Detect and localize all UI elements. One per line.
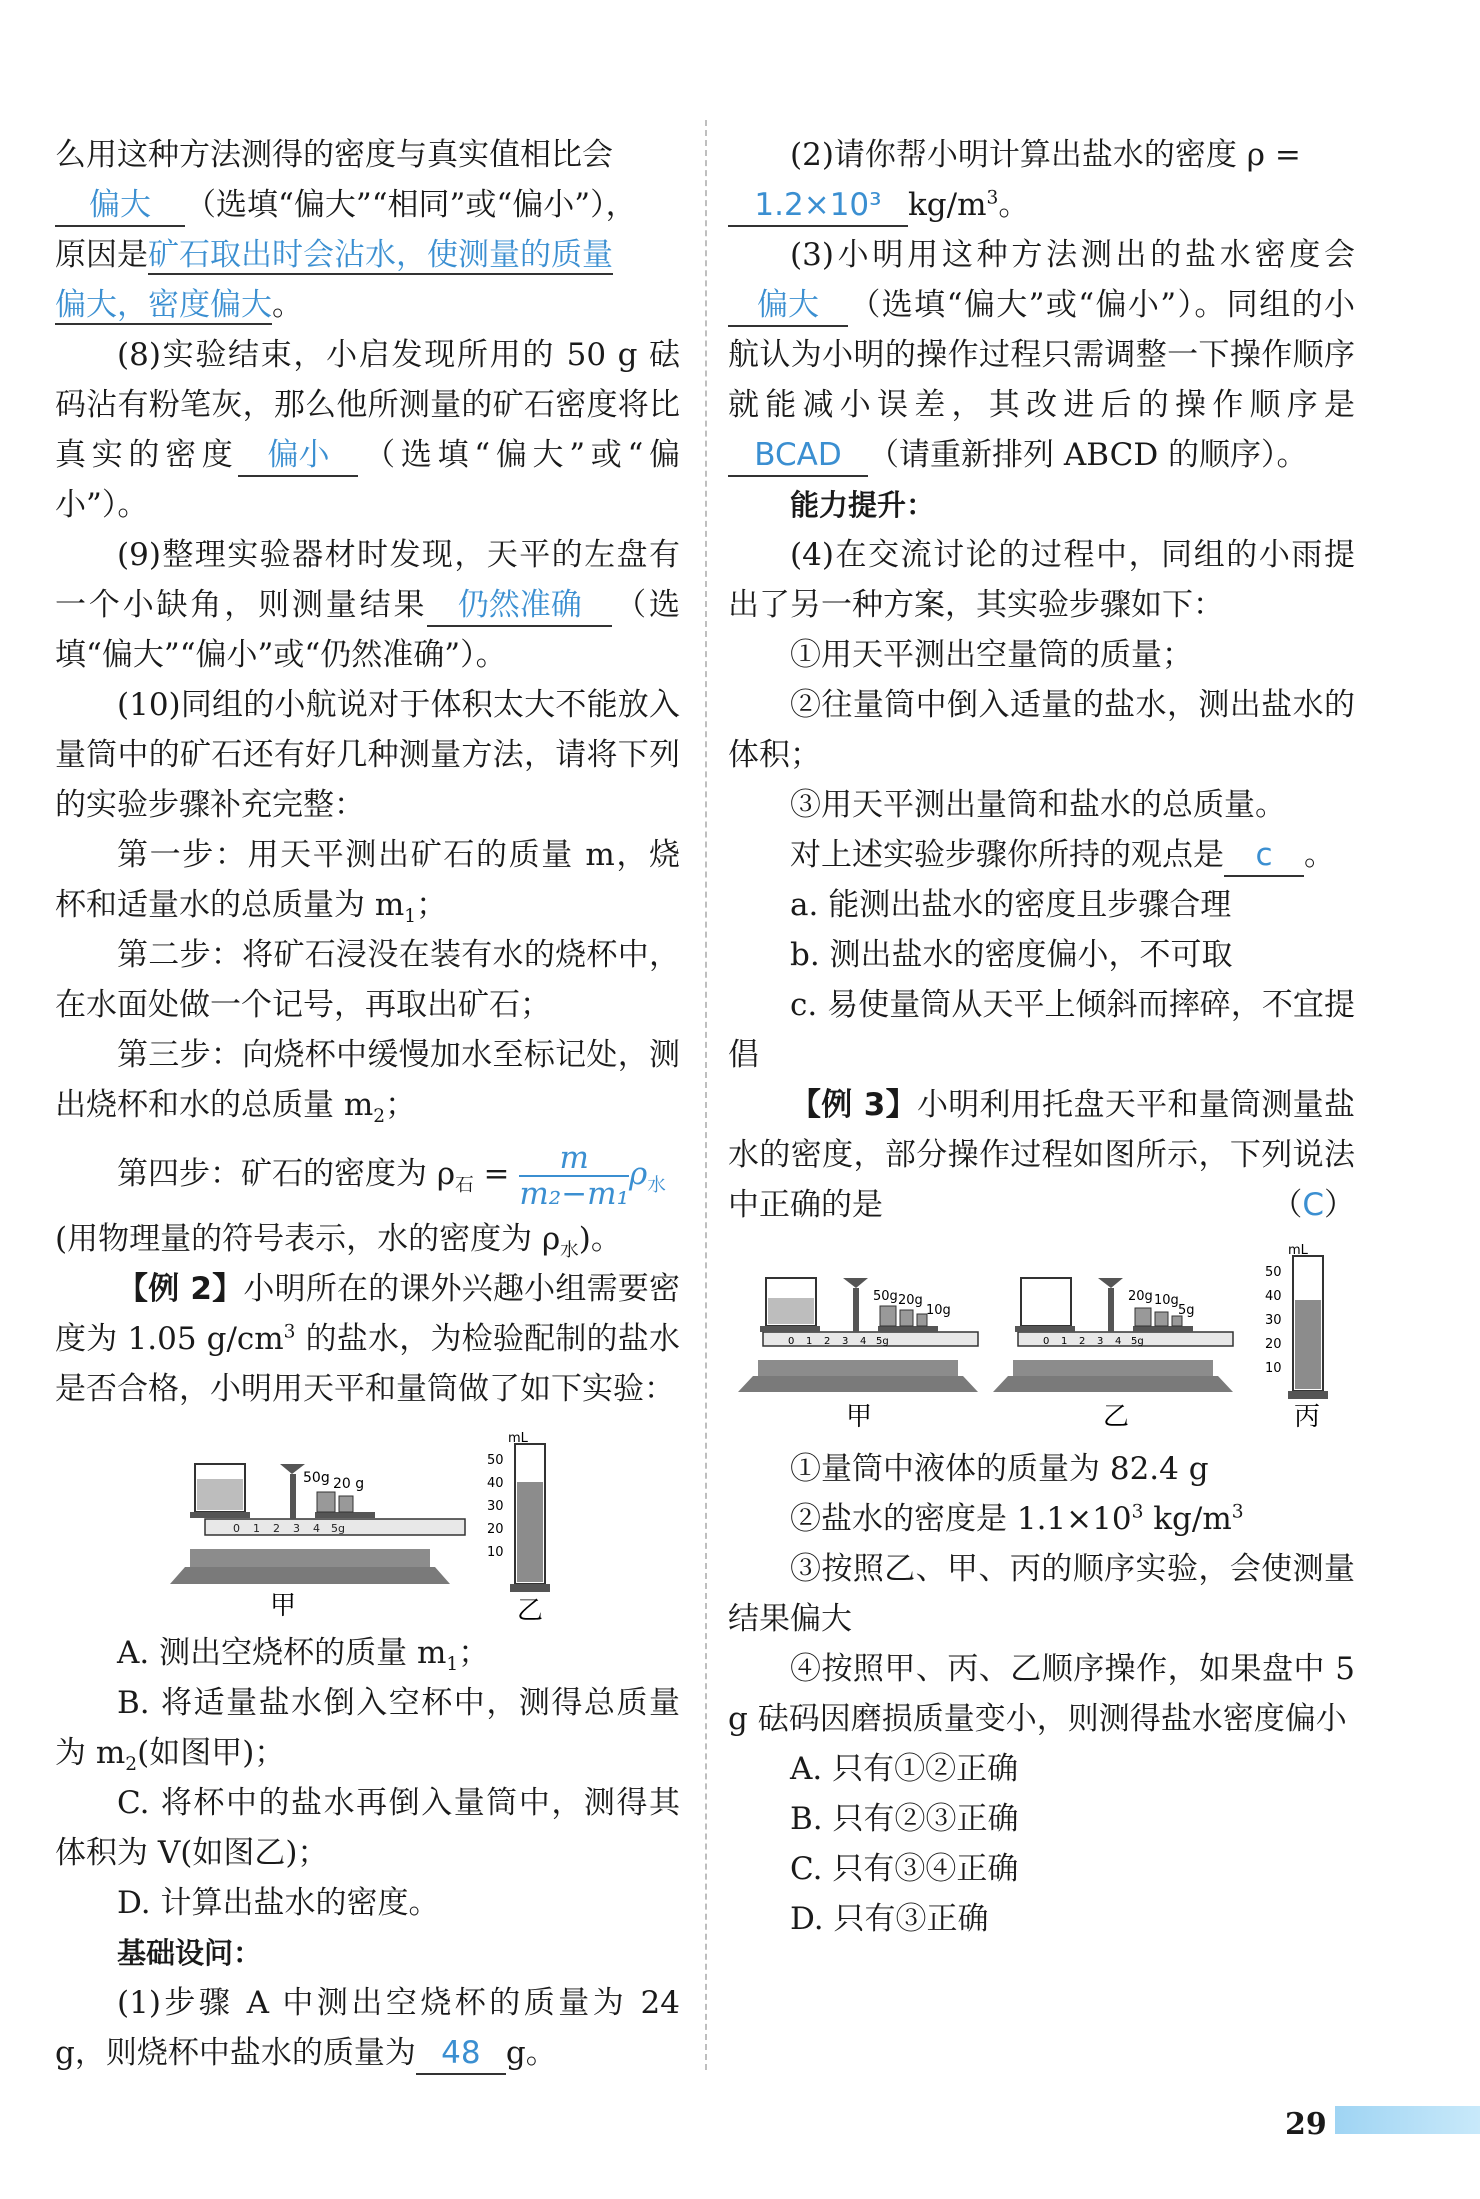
svg-text:20: 20 bbox=[1265, 1337, 1282, 1352]
balance-beam bbox=[763, 1332, 978, 1346]
example-3: 【例 3】小明利用托盘天平和量筒测量盐水的密度，部分操作过程如图所示，下列说法中正确的是 （C） bbox=[728, 1087, 1355, 1223]
option-a: a. 能测出盐水的密度且步骤合理 bbox=[790, 887, 1232, 923]
cylinder-bing bbox=[1265, 1243, 1328, 1432]
answer-blank: 48 bbox=[416, 2033, 506, 2075]
weight-icon bbox=[339, 1496, 353, 1512]
svg-text:20g: 20g bbox=[898, 1293, 923, 1308]
weight-icon bbox=[1155, 1312, 1168, 1326]
svg-text:3: 3 bbox=[1097, 1336, 1104, 1347]
svg-text:5g: 5g bbox=[1131, 1336, 1144, 1347]
answer-choice: C bbox=[1302, 1187, 1324, 1223]
answer-blank: 偏小 bbox=[238, 435, 358, 477]
paragraph-q8: (8)实验结束，小启发现所用的 50 g 砝码沾有粉笔灰，那么他所测量的矿石密度将比真实的密度 偏小 （选填“偏大”或“偏小”）。 bbox=[55, 337, 680, 523]
svg-text:5g: 5g bbox=[876, 1336, 889, 1347]
svg-text:40: 40 bbox=[487, 1476, 504, 1491]
balance-yi bbox=[993, 1278, 1233, 1432]
svg-text:乙: 乙 bbox=[517, 1596, 544, 1624]
svg-text:2: 2 bbox=[1079, 1336, 1086, 1347]
step-2: 第二步：将矿石浸没在装有水的烧杯中，在水面处做一个记号，再取出矿石； bbox=[55, 937, 680, 1023]
svg-text:4: 4 bbox=[1115, 1336, 1122, 1347]
svg-text:5g: 5g bbox=[1178, 1303, 1195, 1318]
step-1: 第一步：用天平测出矿石的质量 m，烧杯和适量水的总质量为 $m_1$； bbox=[55, 837, 680, 928]
step-4: 第四步：矿石的密度为 $\rho_石$ = $\frac{m}{\text{m₂−m₁}}$ $\rho_水$ bbox=[117, 1139, 666, 1212]
page-number: 29 bbox=[1285, 2107, 1327, 2142]
svg-text:1: 1 bbox=[806, 1336, 813, 1347]
svg-text:0: 0 bbox=[788, 1336, 795, 1347]
svg-text:2: 2 bbox=[824, 1336, 831, 1347]
svg-text:甲: 甲 bbox=[846, 1402, 873, 1432]
column-divider bbox=[705, 120, 707, 2070]
svg-text:50g: 50g bbox=[873, 1289, 898, 1304]
svg-text:甲: 甲 bbox=[270, 1591, 297, 1621]
example-2-figure bbox=[55, 1424, 680, 1624]
right-column bbox=[728, 130, 1355, 1944]
basic-q1: (1)步骤 A 中测出空烧杯的质量为 24 g，则烧杯中盐水的质量为 48 g。 bbox=[55, 1978, 680, 2078]
choice-a: A. 只有①②正确 bbox=[790, 1751, 1019, 1787]
question-2: (2)请你帮小明计算出盐水的密度 ρ = 1.2×10³ $kg/m^3$。 bbox=[728, 130, 1355, 230]
basic-heading: 基础设问： bbox=[117, 1936, 263, 1970]
option-b: b. 测出盐水的密度偏小，不可取 bbox=[790, 937, 1233, 973]
svg-text:40: 40 bbox=[1265, 1289, 1282, 1304]
svg-text:mL: mL bbox=[508, 1431, 528, 1446]
svg-text:3: 3 bbox=[842, 1336, 849, 1347]
step-a: A. 测出空烧杯的质量 $m_1$； bbox=[117, 1635, 490, 1676]
svg-text:0: 0 bbox=[1043, 1336, 1050, 1347]
answer-blank: 偏大，密度偏大 bbox=[55, 287, 272, 323]
weight-icon bbox=[900, 1310, 913, 1326]
paragraph-q7-tail: 么用这种方法测得的密度与真实值相比会 偏大 （选填“偏大”“相同”或“偏小”）， 原因是矿石取出时会沾水，使测量的质量 偏大，密度偏大。 bbox=[55, 137, 637, 323]
svg-text:1: 1 bbox=[253, 1522, 260, 1535]
svg-text:20: 20 bbox=[487, 1522, 504, 1537]
svg-text:4: 4 bbox=[860, 1336, 867, 1347]
choice-b: B. 只有②③正确 bbox=[790, 1801, 1019, 1837]
svg-text:20 g: 20 g bbox=[333, 1476, 365, 1492]
plan-step-3: ③用天平测出量筒和盐水的总质量。 bbox=[790, 787, 1286, 823]
example-3-figure bbox=[728, 1240, 1355, 1440]
paragraph-q10: (10)同组的小航说对于体积太大不能放入量筒中的矿石还有好几种测量方法，请将下列的实验步骤补充完整： bbox=[55, 687, 680, 823]
step-d: D. 计算出盐水的密度。 bbox=[117, 1885, 440, 1921]
option-c: c. 易使量筒从天平上倾斜而摔碎，不宜提倡 bbox=[728, 987, 1355, 1073]
svg-text:5g: 5g bbox=[331, 1522, 345, 1535]
answer-blank: 1.2×10³ bbox=[728, 185, 908, 227]
ability-heading: 能力提升： bbox=[790, 488, 936, 522]
svg-text:10: 10 bbox=[1265, 1361, 1282, 1376]
svg-text:30: 30 bbox=[1265, 1313, 1282, 1328]
svg-text:丙: 丙 bbox=[1294, 1402, 1321, 1432]
balance-jia bbox=[170, 1464, 465, 1621]
example-2: 【例 2】小明所在的课外兴趣小组需要密度为 1.05 $g/cm^3$ 的盐水，为检验配制的盐水是否合格，小明用天平和量筒做了如下实验： bbox=[55, 1271, 680, 1407]
weight-icon bbox=[1135, 1308, 1151, 1326]
svg-text:mL: mL bbox=[1288, 1243, 1308, 1258]
statement-1: ①量筒中液体的质量为 82.4 g bbox=[790, 1451, 1209, 1487]
answer-blank: BCAD bbox=[728, 435, 868, 477]
page-number-bar bbox=[1335, 2106, 1480, 2134]
balance-beam bbox=[1018, 1332, 1233, 1346]
beaker-icon bbox=[1021, 1278, 1071, 1326]
question-4: (4)在交流讨论的过程中，同组的小雨提出了另一种方案，其实验步骤如下： bbox=[728, 537, 1355, 623]
choice-d: D. 只有③正确 bbox=[790, 1901, 989, 1937]
cylinder-yi bbox=[487, 1431, 550, 1624]
answer-blank: 偏大 bbox=[55, 185, 185, 227]
svg-text:0: 0 bbox=[233, 1522, 240, 1535]
step-b: B. 将适量盐水倒入空杯中，测得总质量为 $m_2$(如图甲)； bbox=[55, 1685, 680, 1776]
svg-text:20g: 20g bbox=[1128, 1289, 1153, 1304]
svg-text:30: 30 bbox=[487, 1499, 504, 1514]
svg-text:3: 3 bbox=[293, 1522, 300, 1535]
svg-text:10g: 10g bbox=[926, 1303, 951, 1318]
density-formula: $\frac{m}{\text{m₂−m₁}}$ bbox=[519, 1139, 629, 1212]
svg-text:50: 50 bbox=[487, 1453, 504, 1468]
svg-text:10: 10 bbox=[487, 1545, 504, 1560]
plan-step-2: ②往量筒中倒入适量的盐水，测出盐水的体积； bbox=[728, 687, 1355, 773]
step-3: 第三步：向烧杯中缓慢加水至标记处，测出烧杯和水的总质量 $m_2$； bbox=[55, 1037, 680, 1128]
weight-icon bbox=[317, 1492, 335, 1512]
svg-text:50g: 50g bbox=[303, 1470, 330, 1486]
weight-icon bbox=[880, 1306, 896, 1326]
statement-3: ③按照乙、甲、丙的顺序实验，会使测量结果偏大 bbox=[728, 1551, 1355, 1637]
paragraph-q9: (9)整理实验器材时发现，天平的左盘有一个小缺角，则测量结果 仍然准确 （选填“偏大”“偏小”或“仍然准确”）。 bbox=[55, 537, 681, 673]
answer-blank: 偏大 bbox=[728, 285, 848, 327]
svg-text:乙: 乙 bbox=[1103, 1402, 1130, 1432]
answer-blank: 仍然准确 bbox=[427, 585, 612, 627]
statement-2: ②盐水的密度是 $1.1\times 10^3$ $kg/m^3$ bbox=[790, 1501, 1244, 1537]
question-3: (3)小明用这种方法测出的盐水密度会偏大 （选填“偏大”或“偏小”）。同组的小航认为小明的操作过程只需调整一下操作顺序就能减小误差，其改进后的操作顺序是BCAD （请重新排列 ABCD 的顺序）。 bbox=[728, 230, 1355, 480]
plan-step-1: ①用天平测出空量筒的质量； bbox=[790, 637, 1193, 673]
choice-c: C. 只有③④正确 bbox=[790, 1851, 1019, 1887]
balance-base bbox=[190, 1549, 430, 1567]
question-4-ask: 对上述实验步骤你所持的观点是 c 。 bbox=[728, 830, 1355, 880]
svg-text:50: 50 bbox=[1265, 1265, 1282, 1280]
answer-blank: 矿石取出时会沾水，使测量的质量 bbox=[148, 237, 613, 273]
step-c: C. 将杯中的盐水再倒入量筒中，测得其体积为 V(如图乙)； bbox=[55, 1785, 680, 1871]
svg-text:4: 4 bbox=[313, 1522, 320, 1535]
answer-blank: c bbox=[1224, 835, 1304, 877]
statement-4: ④按照甲、丙、乙顺序操作，如果盘中 5 g 砝码因磨损质量变小，则测得盐水密度偏小 bbox=[728, 1651, 1355, 1737]
svg-text:1: 1 bbox=[1061, 1336, 1068, 1347]
svg-text:10g: 10g bbox=[1154, 1293, 1179, 1308]
svg-text:2: 2 bbox=[273, 1522, 280, 1535]
step-4-note: (用物理量的符号表示，水的密度为 $\rho_水$)。 bbox=[55, 1221, 622, 1262]
pointer-icon bbox=[853, 1288, 859, 1332]
pointer-icon bbox=[290, 1474, 296, 1519]
balance-jia bbox=[738, 1278, 978, 1432]
left-column bbox=[55, 130, 680, 2078]
pointer-icon bbox=[1108, 1288, 1114, 1332]
